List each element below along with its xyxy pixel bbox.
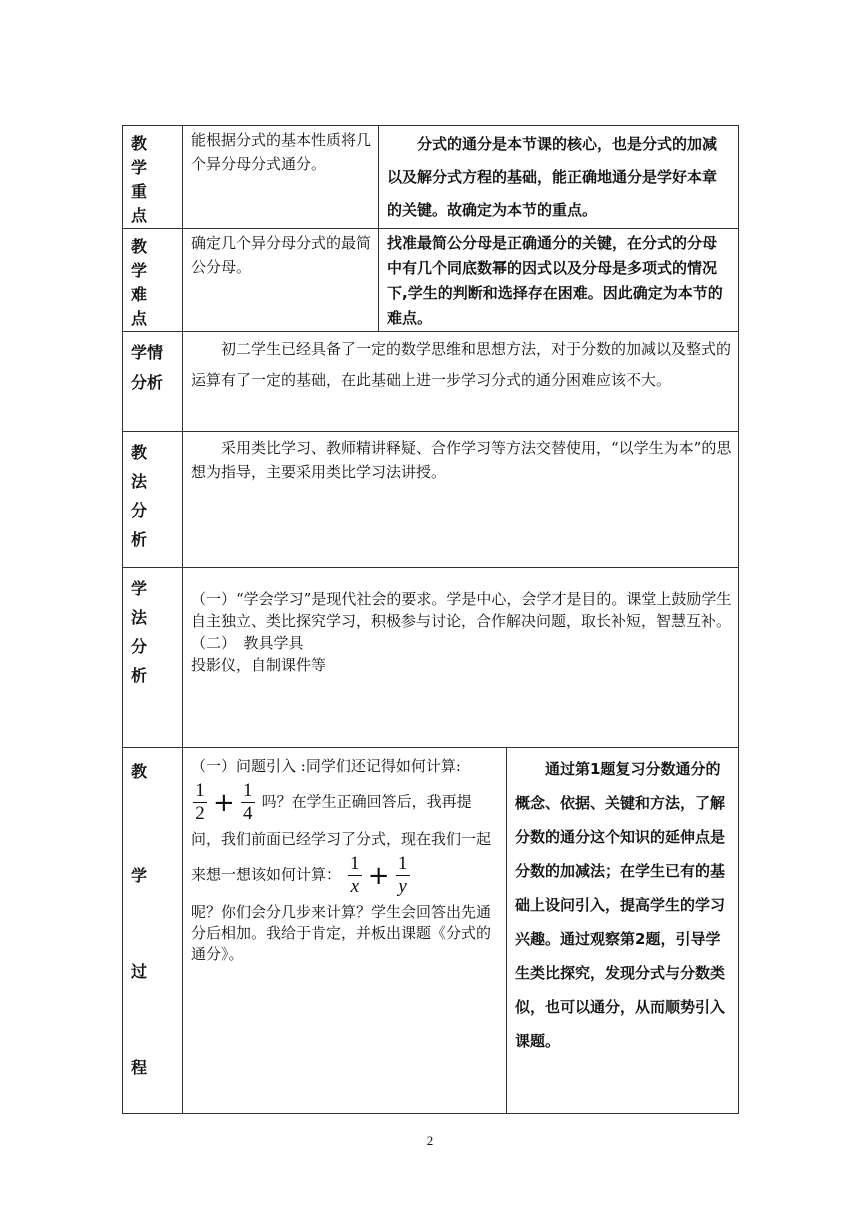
- label-teaching-method: 教 法 分 析: [123, 432, 183, 568]
- fraction-one-quarter: $\frac{1}{4}$: [241, 780, 255, 825]
- fraction-one-over-x: $\frac{1}{x}$: [348, 853, 362, 898]
- process-intro: （一）问题引入 :同学们还记得如何计算:: [191, 757, 461, 775]
- key-points-reason: 分式的通分是本节课的核心，也是分式的加减以及解分式方程的基础，能正确地通分是学好本章的关键。故确定为本节的重点。: [379, 126, 739, 229]
- row-teaching-method: [123, 432, 739, 568]
- row-teaching-process: [123, 748, 739, 1114]
- key-points-goal: 能根据分式的基本性质将几个异分母分式通分。: [183, 126, 379, 229]
- process-content: [183, 748, 507, 1114]
- learning-method-line1: （一）“学会学习”是现代社会的要求。学是中心，会学才是目的。课堂上鼓励学生自主独立、类比探究学习，积极参与讨论，合作解决问题，取长补短，智慧互补。: [191, 590, 732, 630]
- process-text-a: 吗？在学生正确回答后，我再提问，我们前面已经学习了分式，现在我们一起来想一想该如何计算：: [191, 792, 492, 884]
- label-key-points: 教 学 重 点: [123, 126, 183, 229]
- row-difficult-points: [123, 229, 739, 332]
- learning-method-line2: （二） 教具学具: [191, 634, 304, 652]
- label-teaching-process: 教 学 过 程: [123, 748, 183, 1114]
- plus-sign: +: [213, 787, 235, 818]
- label-learning-method: 学 法 分 析: [123, 568, 183, 748]
- fraction-one-half: $\frac{1}{2}$: [193, 780, 207, 825]
- teaching-method-text: 采用类比学习、教师精讲释疑、合作学习等方法交替使用，“以学生为本”的思想为指导，主要采用类比学习法讲授。: [183, 432, 739, 568]
- process-text-b: 呢？你们会分几步来计算？学生会回答出先通分后相加。我给于肯定，并板出课题《分式的通分》。: [191, 903, 492, 963]
- label-learner-analysis: 学情 分析: [123, 332, 183, 432]
- fraction-one-over-y: $\frac{1}{y}$: [396, 853, 410, 898]
- page-number: 2: [426, 1133, 434, 1148]
- difficult-points-reason: 找准最简公分母是正确通分的关键，在分式的分母中有几个同底数幂的因式以及分母是多项式的情况下,学生的判断和选择存在困难。因此确定为本节的难点。: [379, 229, 739, 332]
- row-learning-method: [123, 568, 739, 748]
- plus-sign-2: +: [367, 860, 390, 891]
- row-key-points: [123, 126, 739, 229]
- difficult-points-goal: 确定几个异分母分式的最简公分母。: [183, 229, 379, 332]
- process-reason: 通过第1题复习分数通分的概念、依据、关键和方法，了解分数的通分这个知识的延伸点是分数的加减法；在学生已有的基础上设问引入，提高学生的学习兴趣。通过观察第2题，引导学生类比探究，发现分式与分数类似，也可以通分，从而顺势引入课题。: [507, 748, 739, 1114]
- lesson-plan-table: [122, 125, 739, 1114]
- label-difficult-points: 教 学 难 点: [123, 229, 183, 332]
- learning-method-content: [183, 568, 739, 748]
- learner-analysis-text: 初二学生已经具备了一定的数学思维和思想方法，对于分数的加减以及整式的运算有了一定的基础，在此基础上进一步学习分式的通分困难应该不大。: [183, 332, 739, 432]
- learning-method-line3: 投影仪，自制课件等: [191, 656, 327, 674]
- row-learner-analysis: [123, 332, 739, 432]
